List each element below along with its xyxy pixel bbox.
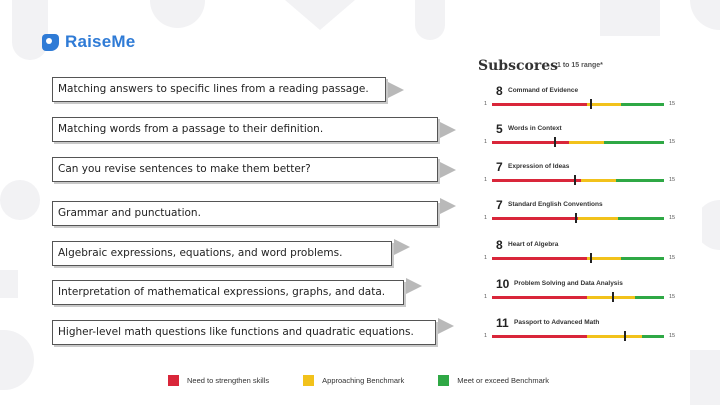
subscore-value: 8 [496, 238, 503, 252]
subscore-name: Problem Solving and Data Analysis [514, 280, 623, 287]
legend-item [168, 375, 269, 386]
subscore-name: Expression of Ideas [508, 163, 570, 170]
callout-box: Matching answers to specific lines from a reading passage. [52, 77, 386, 102]
subscore-value: 10 [496, 277, 510, 291]
brand-name: RaiseMe [65, 32, 136, 51]
legend-swatch [168, 375, 179, 386]
callout-arrow [406, 278, 422, 294]
subscore-bar [492, 217, 664, 220]
subscore-marker [590, 99, 592, 109]
legend-item [303, 375, 404, 386]
bg-shape [600, 0, 660, 36]
subscores-panel [462, 48, 702, 348]
subscore-marker [554, 137, 556, 147]
subscore-name: Heart of Algebra [508, 241, 559, 248]
bg-shape [690, 350, 720, 405]
subscore-name: Words in Context [508, 125, 562, 132]
subscore-row [484, 277, 690, 315]
scale-min-label: 1 [484, 333, 488, 339]
subscore-bar [492, 335, 664, 338]
bg-shape [0, 180, 40, 220]
subscore-name: Command of Evidence [508, 87, 579, 94]
legend-swatch [438, 375, 449, 386]
subscore-row [484, 238, 690, 276]
callout-arrow [440, 162, 456, 178]
scale-min-label: 1 [484, 101, 488, 107]
legend-label: Meet or exceed Benchmark [457, 376, 549, 385]
scale-max-label: 15 [669, 255, 676, 261]
callout-box: Matching words from a passage to their definition. [52, 117, 438, 142]
callout-box: Grammar and punctuation. [52, 201, 438, 226]
subscore-row [484, 316, 690, 354]
legend-label: Approaching Benchmark [322, 376, 405, 385]
subscore-marker [612, 292, 614, 302]
subscore-value: 7 [496, 198, 503, 212]
subscore-bar [492, 141, 664, 144]
subscore-marker [574, 175, 576, 185]
callout-arrow [438, 318, 454, 334]
callout-arrow [440, 122, 456, 138]
subscore-name: Passport to Advanced Math [514, 319, 600, 326]
scale-max-label: 15 [669, 139, 676, 145]
subscore-marker [590, 253, 592, 263]
bg-shape [0, 270, 18, 298]
callout-box: Algebraic expressions, equations, and word problems. [52, 241, 392, 266]
scale-min-label: 1 [484, 294, 488, 300]
subscores-range-note: 1 to 15 range* [557, 62, 603, 69]
legend [168, 375, 549, 386]
subscore-marker [575, 213, 577, 223]
scale-min-label: 1 [484, 177, 488, 183]
callout-box: Higher-level math questions like functions and quadratic equations. [52, 320, 436, 345]
subscore-row [484, 84, 690, 122]
scale-max-label: 15 [669, 294, 676, 300]
subscore-row [484, 198, 690, 236]
subscore-bar [492, 296, 664, 299]
scale-min-label: 1 [484, 139, 488, 145]
scale-max-label: 15 [669, 333, 676, 339]
callout-arrow [394, 239, 410, 255]
callout-arrow [388, 82, 404, 98]
bg-shape [690, 0, 720, 30]
scale-max-label: 15 [669, 177, 676, 183]
callout-list [52, 0, 482, 405]
legend-item [438, 375, 549, 386]
scale-min-label: 1 [484, 255, 488, 261]
subscore-row [484, 160, 690, 198]
subscore-name: Standard English Conventions [508, 201, 603, 208]
callout-box: Interpretation of mathematical expressions, graphs, and data. [52, 280, 404, 305]
legend-swatch [303, 375, 314, 386]
subscore-bar [492, 103, 664, 106]
legend-label: Need to strengthen skills [187, 376, 270, 385]
callout-arrow [440, 198, 456, 214]
subscores-title: Subscores [478, 58, 558, 74]
subscore-value: 11 [496, 316, 509, 330]
subscore-marker [624, 331, 626, 341]
subscore-row [484, 122, 690, 160]
callout-box: Can you revise sentences to make them better? [52, 157, 438, 182]
subscore-value: 5 [496, 122, 503, 136]
scale-min-label: 1 [484, 215, 488, 221]
subscore-value: 8 [496, 84, 503, 98]
subscore-value: 7 [496, 160, 503, 174]
subscore-bar [492, 179, 664, 182]
bg-shape [0, 330, 34, 390]
scale-max-label: 15 [669, 215, 676, 221]
subscore-bar [492, 257, 664, 260]
scale-max-label: 15 [669, 101, 676, 107]
